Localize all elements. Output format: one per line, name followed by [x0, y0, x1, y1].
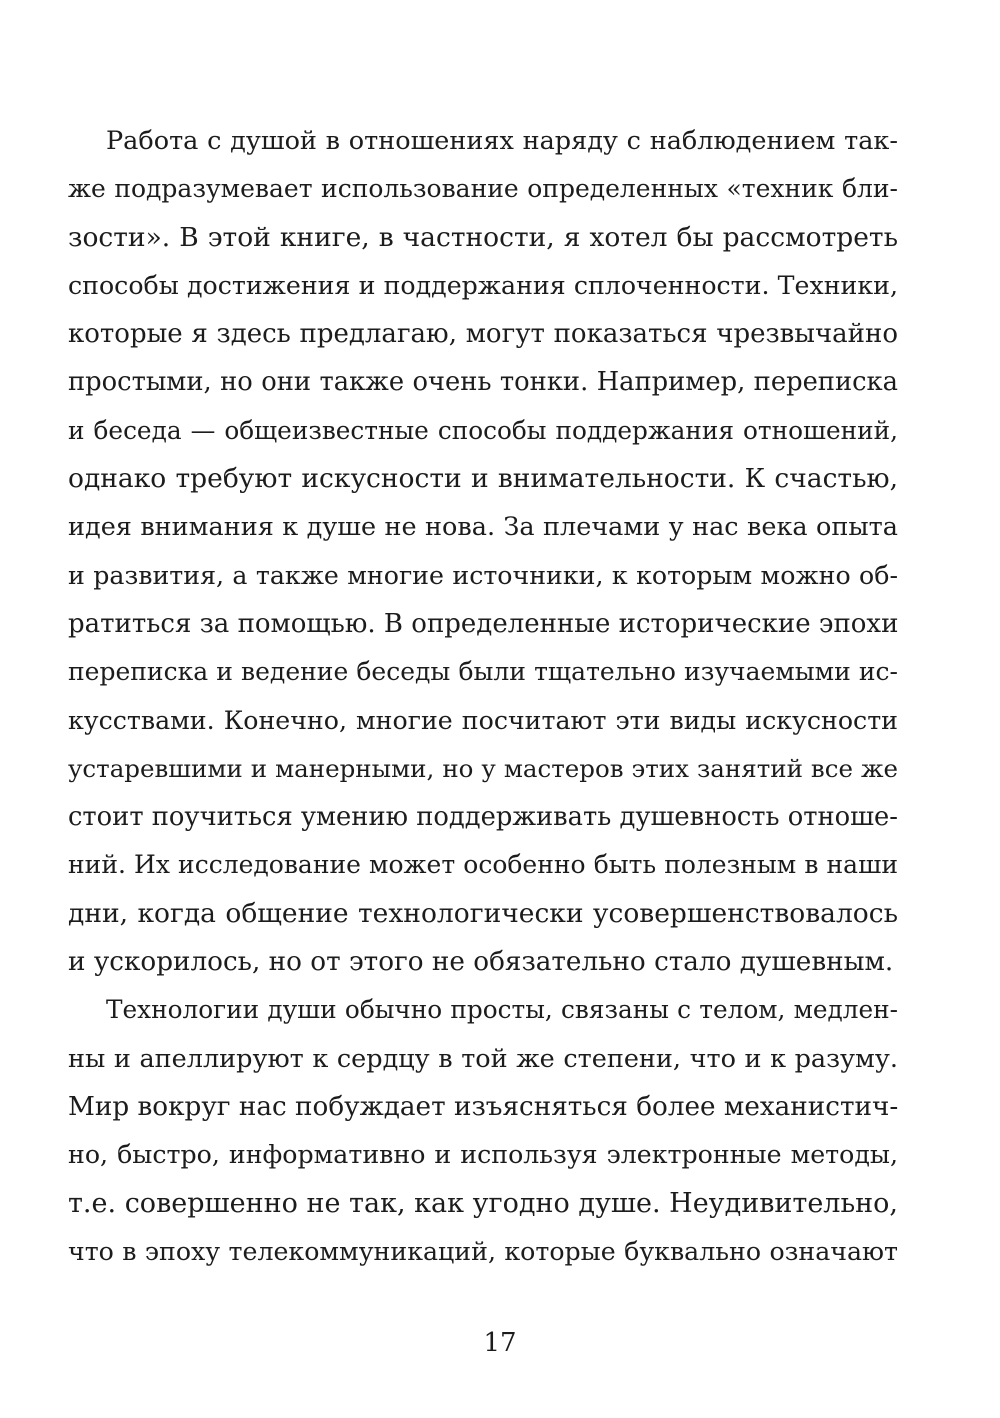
- text-line: ний. Их исследование может особенно быть полезным в наши: [68, 850, 898, 880]
- text-line: Технологии души обычно просты, связаны с телом, медлен-: [106, 995, 898, 1025]
- page-number: 17: [483, 1328, 517, 1358]
- text-line: способы достижения и поддержания сплоченности. Техники,: [68, 270, 898, 300]
- text-line: стоит поучиться умению поддерживать душевность отноше-: [68, 802, 898, 833]
- text-line: и беседа — общеизвестные способы поддержания отношений,: [68, 415, 898, 445]
- text-line: идея внимания к душе не нова. За плечами у нас века опыта: [68, 512, 898, 543]
- text-line: же подразумевает использование определенных «техник бли-: [68, 174, 898, 204]
- text-line: но, быстро, информативно и используя электронные методы,: [68, 1140, 898, 1170]
- text-line: зости». В этой книге, в частности, я хотел бы рассмотреть: [68, 221, 898, 253]
- text-line: ны и апеллируют к сердцу в той же степени, что и к разуму.: [68, 1043, 898, 1074]
- text-line: которые я здесь предлагаю, могут показаться чрезвычайно: [68, 319, 898, 350]
- text-line: переписка и ведение беседы были тщательно изучаемыми ис-: [68, 657, 898, 687]
- text-line: кусствами. Конечно, многие посчитают эти виды искусности: [68, 705, 898, 735]
- text-line: что в эпоху телекоммуникаций, которые буквально означают: [68, 1236, 898, 1266]
- text-line: дни, когда общение технологически усовершенствовалось: [68, 897, 898, 929]
- text-line: и ускорилось, но от этого не обязательно стало душевным.: [68, 947, 894, 978]
- paragraph: [68, 986, 898, 1276]
- body-text: [68, 117, 898, 1276]
- text-line: простыми, но они также очень тонки. Например, переписка: [68, 367, 898, 398]
- text-line: т.е. совершенно не так, как угодно душе. Неудивительно,: [68, 1187, 898, 1219]
- paragraph: [68, 117, 898, 986]
- text-line: ратиться за помощью. В определенные исторические эпохи: [68, 608, 899, 639]
- text-line: Мир вокруг нас побуждает изъясняться более механистич-: [68, 1091, 899, 1122]
- text-line: и развития, а также многие источники, к которым можно об-: [68, 560, 898, 590]
- text-line: Работа с душой в отношениях наряду с наблюдением так-: [106, 126, 898, 156]
- text-line: однако требуют искусности и внимательности. К счастью,: [68, 463, 898, 495]
- text-line: устаревшими и манерными, но у мастеров этих занятий все же: [68, 753, 898, 783]
